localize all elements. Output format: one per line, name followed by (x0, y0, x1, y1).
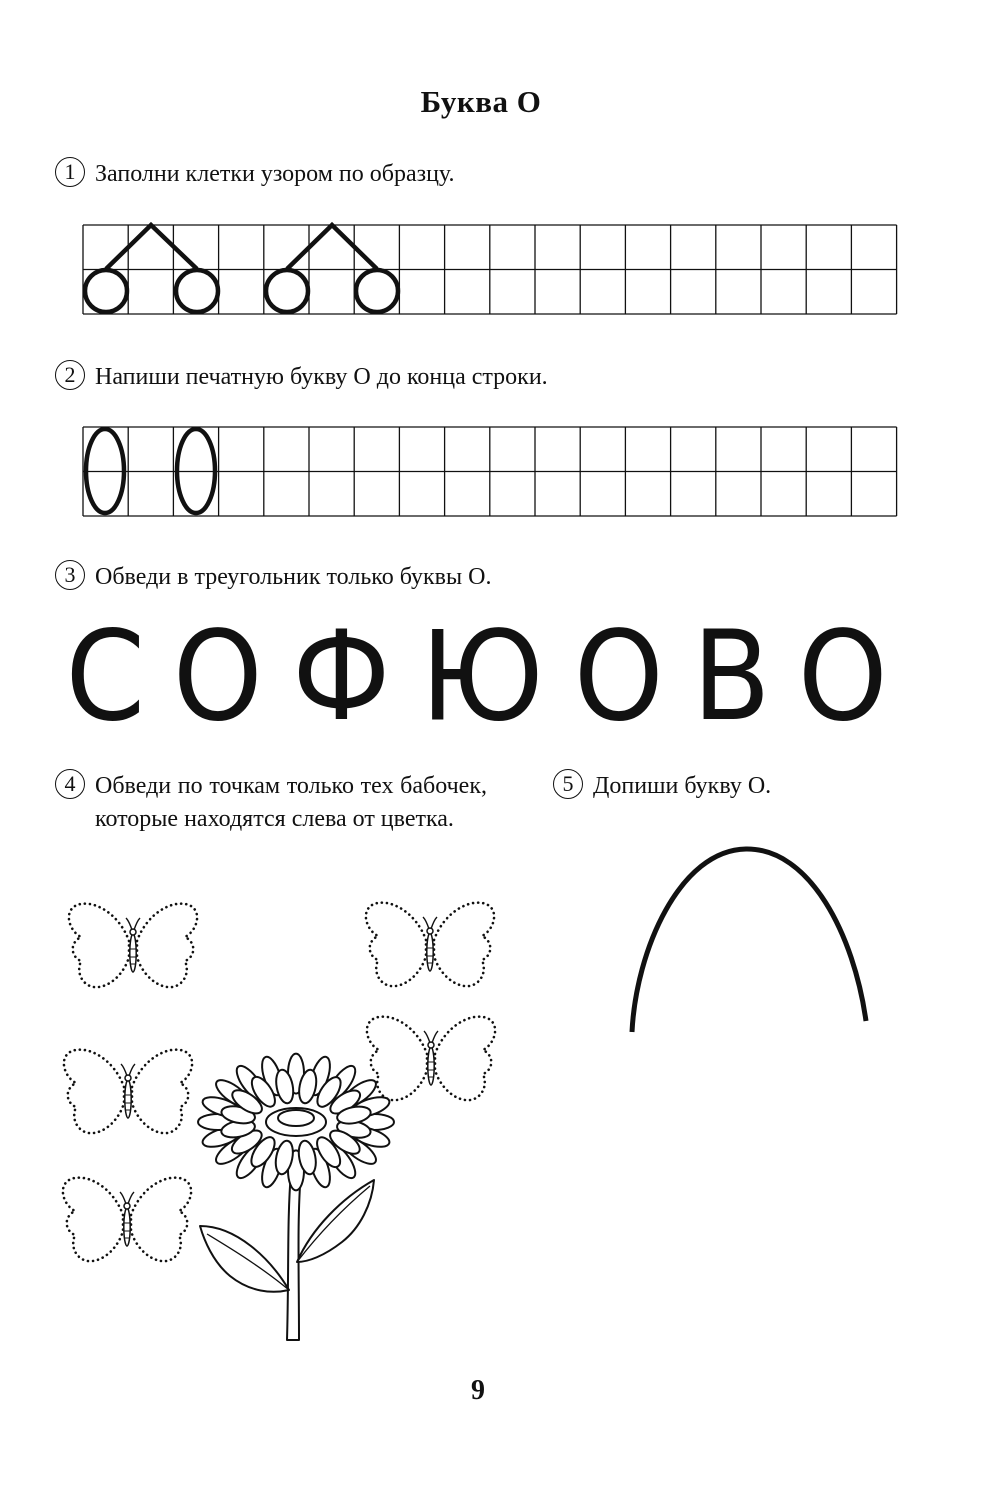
letter[interactable]: В (691, 605, 771, 749)
butterfly-left-2[interactable] (64, 1050, 192, 1134)
flower-drawing (198, 1054, 394, 1340)
task-number-5: 5 (553, 769, 583, 799)
letter[interactable]: С (65, 605, 146, 749)
task-number-3: 3 (55, 560, 85, 590)
task-number-2: 2 (55, 360, 85, 390)
butterfly-left-1[interactable] (69, 904, 197, 988)
letter[interactable]: Ф (292, 605, 391, 749)
butterfly-right-1[interactable] (366, 903, 494, 987)
butterfly-left-3[interactable] (63, 1178, 191, 1262)
letter[interactable]: Ю (420, 605, 544, 749)
letter[interactable]: О (173, 605, 264, 749)
page-number: 9 (471, 1375, 485, 1406)
task-3-text: Обведи в треугольник только буквы О. (95, 564, 492, 590)
task-number-1: 1 (55, 157, 85, 187)
letter[interactable]: О (573, 605, 664, 749)
butterfly-right-2[interactable] (367, 1017, 495, 1101)
task-4-text: Обведи по точкам только тех бабочек, которые находятся слева от цветка. (95, 773, 487, 832)
task-2-text: Напиши печатную букву О до конца строки. (95, 364, 548, 390)
task-5-text: Допиши букву О. (593, 773, 772, 799)
task-number-4: 4 (55, 769, 85, 799)
letter[interactable]: О (798, 605, 889, 749)
page-title: Буква О (420, 84, 542, 119)
task-1-text: Заполни клетки узором по образцу. (95, 161, 455, 187)
